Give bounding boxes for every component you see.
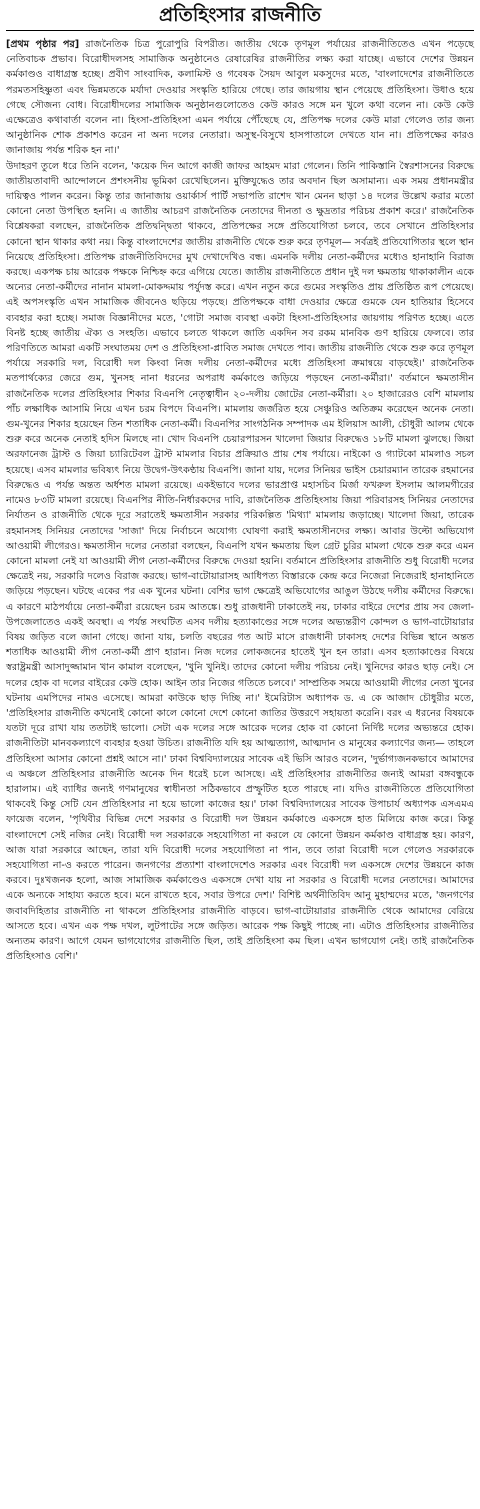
article-paragraph-2: উদাহরণ তুলে ধরে তিনি বলেন, 'কয়েক দিন আগে কাজী জাফর আহমদ মারা গেলেন। তিনি পাকিস্তানি স্বৈরশাসনের বিরুদ্ধে জাতীয়তাবাদী আন্দোলনে প্রশংসনীয় ভূমিকা রেখেছিলেন। মুক্তিযুদ্ধেও তার অবদান ছিল অসামান্য। এক সময় প্রধানমন্ত্রীর দায়িত্বও পালন করেন। কিন্তু তার জানাজায় ওয়ার্কার্স পার্টি সভাপতি রাশেদ খান মেনন ছাড়া ১৪ দলের উল্লেখ করার মতো কোনো নেতা উপস্থিত হননি। এ জাতীয় আচরণ রাজনৈতিক নেতাদের দীনতা ও ক্ষুদ্রতার পরিচয় প্রকাশ করে।' রাজনৈতিক বিশ্লেষকরা বলছেন, রাজনৈতিক প্রতিদ্বন্দ্বিতা থাকবে, প্রতিপক্ষের সঙ্গে প্রতিযোগিতা চলবে, তবে সেখানে প্রতিহিংসার কোনো স্থান থাকার কথা নয়। কিন্তু বাংলাদেশের জাতীয় রাজনীতি থেকে শুরু করে তৃণমূল— সর্বত্রই প্রতিযোগিতার স্থলে স্থান নিয়েছে প্রতিহিংসা। প্রতিপক্ষ রাজনীতিবিদদের মুখ দেখাদেখিও বন্ধ। এমনকি দলীয় নেতা-কর্মীদের মধ্যেও হানাহানি বিরাজ করছে। একপক্ষ চায় আরেক পক্ষকে নিশ্চিহ্ন করে এগিয়ে যেতে। জাতীয় রাজনীতিতে প্রধান দুই দল ক্ষমতায় থাকাকালীন একে অন্যের নেতা-কর্মীদের নানান মামলা-মোকদ্দমায় পর্যুদস্ত করে। এখন নতুন করে গুমের সংস্কৃতিও প্রায় প্রতিষ্ঠিত রূপ পেয়েছে। এই অপসংস্কৃতি এখন সামাজিক জীবনেও ছড়িয়ে পড়ছে। প্রতিপক্ষকে বাধা দেওয়ার ক্ষেত্রে গুমকে যেন হাতিয়ার হিসেবে ব্যবহার করা হচ্ছে। সমাজ বিজ্ঞানীদের মতে, 'গোটা সমাজ ব্যবস্থা একটা হিংসা-প্রতিহিংসার জায়গায় পরিণত হচ্ছে। এতে বিনষ্ট হচ্ছে জাতীয় ঐক্য ও সংহতি। এভাবে চলতে থাকলে জাতি একদিন সব রকম মানবিক গুণ হারিয়ে ফেলবে। তার পরিণতিতে আমরা একটি সংঘাতময় দেশ ও প্রতিহিংসা-প্লাবিত সমাজ দেখতে পাব। জাতীয় রাজনীতি থেকে শুরু করে তৃণমূল পর্যায়ে সরকারি দল, বিরোধী দল কিংবা নিজ দলীয় নেতা-কর্মীদের মধ্যে প্রতিহিংসা ক্রমান্বয়ে বাড়ছেই।' রাজনৈতিক মতপার্থক্যের জেরে গুম, খুনসহ নানা ধরনের অপরাধ কর্মকাণ্ডে জড়িয়ে পড়ছেন নেতা-কর্মীরা।' বর্তমানে ক্ষমতাসীন রাজনৈতিক দলের প্রতিহিংসার শিকার বিএনপি নেতৃত্বাধীন ২০-দলীয় জোটের নেতা-কর্মীরা। ২০ হাজারেরও বেশি মামলায় পাঁচ লক্ষাধিক আসামি নিয়ে এখন চরম বিপদে বিএনপি। মামলায় জর্জরিত হয়ে সেঞ্চুরিও অতিক্রম করেছেন অনেক নেতা। গুম-খুনের শিকার হয়েছেন তিন শতাধিক নেতা-কর্মী। বিএনপির সাংগঠনিক সম্পাদক এম ইলিয়াস আলী, চৌধুরী আলম থেকে শুরু করে অনেক নেতাই হদিস মিলছে না। খোদ বিএনপি চেয়ারপারসন খালেদা জিয়ার বিরুদ্ধেও ১৮টি মামলা ঝুলছে। জিয়া অরফানেজ ট্রাস্ট ও জিয়া চ্যারিটেবল ট্রাস্ট মামলার বিচার প্রক্রিয়াও প্রায় শেষ পর্যায়ে। নাইকো ও গ্যাটকো মামলাও সচল হয়েছে। এসব মামলার ভবিষ্যৎ নিয়ে উদ্বেগ-উৎকণ্ঠায় বিএনপি। জানা যায়, দলের সিনিয়র ভাইস চেয়ারম্যান তারেক রহমানের বিরুদ্ধেও এ পর্যন্ত অন্তত অর্ধশত মামলা রয়েছে। একইভাবে দলের ভারপ্রাপ্ত মহাসচিব মির্জা ফখরুল ইসলাম আলমগীরের নামেও ৮৩টি মামলা রয়েছে। বিএনপির নীতি-নির্ধারকদের দাবি, রাজনৈতিক প্রতিহিংসায় জিয়া পরিবারসহ সিনিয়র নেতাদের নির্যাতন ও রাজনীতি থেকে দূরে সরাতেই ক্ষমতাসীন সরকার পরিকল্পিত 'মিথ্যা' মামলায় জড়াচ্ছে। খালেদা জিয়া, তারেক রহমানসহ সিনিয়র নেতাদের 'সাজা' দিয়ে নির্বাচনে অযোগ্য ঘোষণা করাই ক্ষমতাসীনদের লক্ষ্য। আবার উল্টো অভিযোগ আওয়ামী লীগেরও। ক্ষমতাসীন দলের নেতারা বলছেন, বিএনপি যখন ক্ষমতায় ছিল গ্রেট চুরির মামলা থেকে শুরু করে এমন কোনো মামলা নেই যা আওয়ামী লীগ নেতা-কর্মীদের বিরুদ্ধে দেওয়া হয়নি। বর্তমানে প্রতিহিংসার রাজনীতি শুধু বিরোধী দলের ক্ষেত্রেই নয়, সরকারি দলেও বিরাজ করছে। ভাগ-বাটোয়ারাসহ আধিপত্য বিস্তারকে কেন্দ্র করে নিজেরা নিজেরাই হানাহানিতে জড়িয়ে পড়ছেন। ঘটছে একের পর এক খুনের ঘটনা। বেশির ভাগ ক্ষেত্রেই অভিযোগের আঙুল উঠছে দলীয় কর্মীদের বিরুদ্ধে। এ কারণে মাঠপর্যায়ে নেতা-কর্মীরা রয়েছেন চরম আতঙ্কে। শুধু রাজধানী ঢাকাতেই নয়, ঢাকার বাইরে দেশের প্রায় সব জেলা-উপজেলাতেও একই অবস্থা। এ পর্যন্ত সংঘটিত এসব দলীয় হত্যাকাণ্ডের সঙ্গে দলের অভ্যন্তরীণ কোন্দল ও ভাগ-বাটোয়ারার বিষয় জড়িত বলে জানা গেছে। জানা যায়, চলতি বছরের গত আট মাসে রাজধানী ঢাকাসহ দেশের বিভিন্ন স্থানে অন্তত শতাধিক আওয়ামী লীগ নেতা-কর্মী প্রাণ হারান। নিজ দলের লোকজনের হাতেই খুন হন তারা। এসব হত্যাকাণ্ডের বিষয়ে স্বরাষ্ট্রমন্ত্রী আসাদুজ্জামান খান কামাল বলেছেন, 'খুনি খুনিই। তাদের কোনো দলীয় পরিচয় নেই। খুনিদের কারও ছাড় নেই। সে দলের হোক বা দলের বাইরের কেউ হোক। আইন তার নিজের গতিতে চলবে।' সাম্প্রতিক সময়ে আওয়ামী লীগের নেতা খুনের ঘটনায় এমপিদের নামও এসেছে। আমরা কাউকে ছাড় দিচ্ছি না।' ইমেরিটাস অধ্যাপক ড. এ কে আজাদ চৌধুরীর মতে, 'প্রতিহিংসার রাজনীতি কখনোই কোনো কালে কোনো দেশে কোনো জাতির উত্তরণে সহায়তা করেনি। বরং এ ধরনের বিষয়কে যতটা দূরে রাখা যায় ততটাই ভালো। সেটা এক দলের সঙ্গে আরেক দলের হোক বা কোনো নির্দিষ্ট দলের অভ্যন্তরে হোক। রাজনীতিটা মানবকল্যাণে ব্যবহার হওয়া উচিত। রাজনীতি যদি হয় আত্মত্যাগ, আত্মদান ও মানুষের কল্যাণের জন্য— তাহলে প্রতিহিংসা আসার কোনো প্রশ্নই আসে না।' ঢাকা বিশ্ববিদ্যালয়ের সাবেক এই ভিসি আরও বলেন, 'দুর্ভাগ্যজনকভাবে আমাদের এ অঞ্চলে প্রতিহিংসার রাজনীতি অনেক দিন ধরেই চলে আসছে। এই প্রতিহিংসার রাজনীতির জন্যই আমরা বঙ্গবন্ধুকে হারালাম। এই ব্যাধির জন্যই গণমানুষের স্বাধীনতা সঠিকভাবে প্রস্ফুটিত হতে পারছে না। যদিও রাজনীতিতে প্রতিযোগিতা থাকবেই কিন্তু সেটি যেন প্রতিহিংসার না হয়ে ভালো কাজের হয়।' ঢাকা বিশ্ববিদ্যালয়ের সাবেক উপাচার্য অধ্যাপক এসএমএ ফায়েজ বলেন, 'পৃথিবীর বিভিন্ন দেশে সরকার ও বিরোধী দল উন্নয়ন কর্মকাণ্ডে একসঙ্গে হাত মিলিয়ে কাজ করে। কিন্তু বাংলাদেশে সেই নজির নেই। বিরোধী দল সরকারকে সহযোগিতা না করলে যে কোনো উন্নয়ন কর্মকাণ্ড বাধাগ্রস্ত হয়। কারণ, আজ যারা সরকারে আছেন, তারা যদি বিরোধী দলের সহযোগিতা না পান, তবে তারা বিরোধী দলে গেলেও সরকারকে সহযোগিতা না-ও করতে পারেন। জনগণের প্রত্যাশা বাংলাদেশেও সরকার এবং বিরোধী দল একসঙ্গে দেশের উন্নয়নে কাজ করবে। দুঃখজনক হলো, আজ সামাজিক কর্মকাণ্ডেও একসঙ্গে দেখা যায় না সরকার ও বিরোধী দলের নেতাদের। আমাদের একে অন্যকে সাহায্য করতে হবে। মনে রাখতে হবে, সবার উপরে দেশ।' বিশিষ্ট অর্থনীতিবিদ আনু মুহাম্মদের মতে, 'জনগণের জবাবদিহিতার রাজনীতি না থাকলে প্রতিহিংসার রাজনীতি বাড়বে। ভাগ-বাটোয়ারার রাজনীতি থেকে আমাদের বেরিয়ে আসতে হবে। এখন এক পক্ষ দখল, লুটপাটের সঙ্গে জড়িত। আরেক পক্ষ কিছুই পাচ্ছে না। এটাও প্রতিহিংসার রাজনীতির অন্যতম কারণ। আগে যেমন ভাগযোগের রাজনীতি ছিল, তাই প্রতিহিংসা কম ছিল। এখন ভাগযোগ নেই। তাই রাজনৈতিক প্রতিহিংসাও বেশি।'	[6, 160, 474, 963]
article-headline: প্রতিহিংসার রাজনীতি	[6, 0, 474, 31]
paragraph-text: রাজনৈতিক চিত্র পুরোপুরি বিপরীত। জাতীয় থেকে তৃণমূল পর্যায়ের রাজনীতিতেও এখন পড়েছে নেতিবাচক প্রভাব। বিরোধীদলসহ সামাজিক অনুষ্ঠানেও রেষারেষির রাজনীতির লক্ষ্য করা যাচ্ছে। এভাবে দেশের উন্নয়ন কর্মকাণ্ডও বাধাগ্রস্ত হচ্ছে। প্রবীণ সাংবাদিক, কলামিস্ট ও গবেষক সৈয়দ আবুল মকসুদের মতে, 'বাংলাদেশের রাজনীতিতে পরমতসহিষ্ণুতা এবং ভিন্নমতকে মর্যাদা দেওয়ার সংস্কৃতি হারিয়ে গেছে। তার জায়গায় স্থান পেয়েছে প্রতিহিংসা। উধাও হয়ে গেছে সৌজন্য বোধ। বিরোধীদলের সামাজিক অনুষ্ঠানগুলোতেও কেউ কারও সঙ্গে মন খুলে কথা বলেন না। কেউ কেউ এক্ষেত্রেও কথাবার্তা বলেন না। হিংসা-প্রতিহিংসা এমন পর্যায়ে পৌঁছেছে যে, প্রতিপক্ষ দলের কেউ মারা গেলেও তার জন্য আনুষ্ঠানিক শোক প্রকাশও করেন না অন্য দলের নেতারা। অসুস্থ-বিসুখে হাসপাতালে দেখতে যান না। প্রতিপক্ষের কারও জানাজায় পর্যন্ত শরিক হন না।'	[6, 39, 474, 157]
article-paragraph-1	[6, 37, 474, 159]
article-body	[6, 37, 474, 964]
continued-from-front-page-label: [প্রথম পৃষ্ঠার পর]	[6, 39, 80, 50]
